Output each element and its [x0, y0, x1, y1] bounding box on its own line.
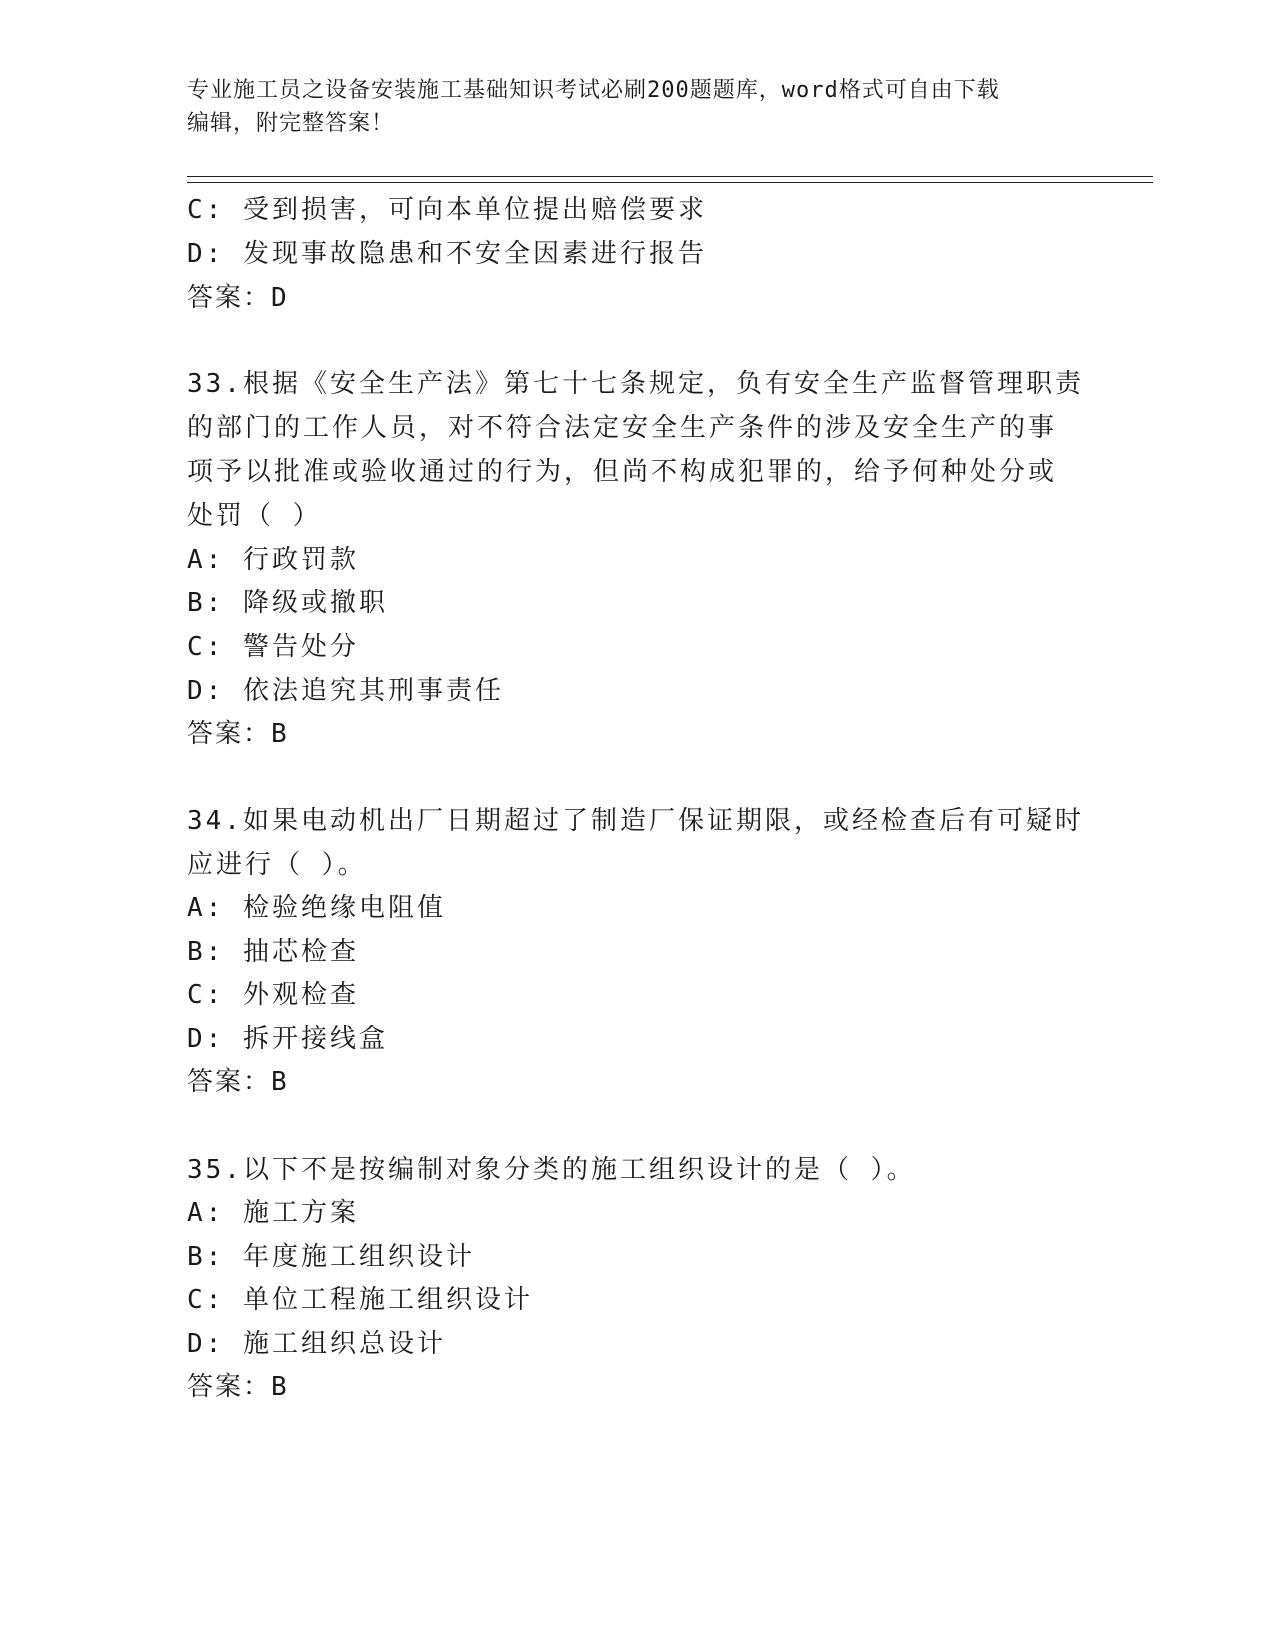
q35-option-a: A: 施工方案 [187, 1198, 359, 1228]
header-title-line-1: 专业施工员之设备安装施工基础知识考试必刷200题题库，word格式可自由下载 [187, 78, 1000, 103]
q33-option-a: A: 行政罚款 [187, 545, 359, 575]
q35-option-b: B: 年度施工组织设计 [187, 1242, 475, 1272]
q35-option-d: D: 施工组织总设计 [187, 1329, 446, 1359]
q34-option-c: C: 外观检查 [187, 980, 359, 1010]
q35-stem-line-1: 35.以下不是按编制对象分类的施工组织设计的是（ ）。 [187, 1155, 916, 1185]
q33-option-d: D: 依法追究其刑事责任 [187, 676, 504, 706]
header-divider-bottom [187, 182, 1153, 183]
header-divider-top [187, 176, 1153, 177]
q33-stem-line-3: 项予以批准或验收通过的行为，但尚不构成犯罪的，给予何种处分或 [187, 457, 1058, 487]
q33-option-c: C: 警告处分 [187, 632, 359, 662]
q35-answer: 答案：B [187, 1372, 289, 1402]
q34-stem-line-1: 34.如果电动机出厂日期超过了制造厂保证期限，或经检查后有可疑时 [187, 806, 1084, 836]
q32-option-d: D: 发现事故隐患和不安全因素进行报告 [187, 239, 707, 269]
q33-stem-line-2: 的部门的工作人员，对不符合法定安全生产条件的涉及安全生产的事 [187, 413, 1058, 443]
q35-option-c: C: 单位工程施工组织设计 [187, 1285, 533, 1315]
q33-option-b: B: 降级或撤职 [187, 588, 388, 618]
q34-answer: 答案：B [187, 1067, 289, 1097]
q34-option-d: D: 拆开接线盒 [187, 1024, 388, 1054]
q33-stem-line-1: 33.根据《安全生产法》第七十七条规定，负有安全生产监督管理职责 [187, 369, 1084, 399]
q34-option-b: B: 抽芯检查 [187, 937, 359, 967]
document-header [187, 74, 1087, 140]
q33-answer: 答案：B [187, 719, 289, 749]
q32-option-c: C: 受到损害，可向本单位提出赔偿要求 [187, 195, 707, 225]
q33-stem-line-4: 处罚（ ） [187, 501, 322, 531]
q34-option-a: A: 检验绝缘电阻值 [187, 893, 446, 923]
header-title-line-2: 编辑，附完整答案！ [187, 111, 395, 136]
q32-answer: 答案：D [187, 283, 289, 313]
q34-stem-line-2: 应进行（ ）。 [187, 850, 367, 880]
